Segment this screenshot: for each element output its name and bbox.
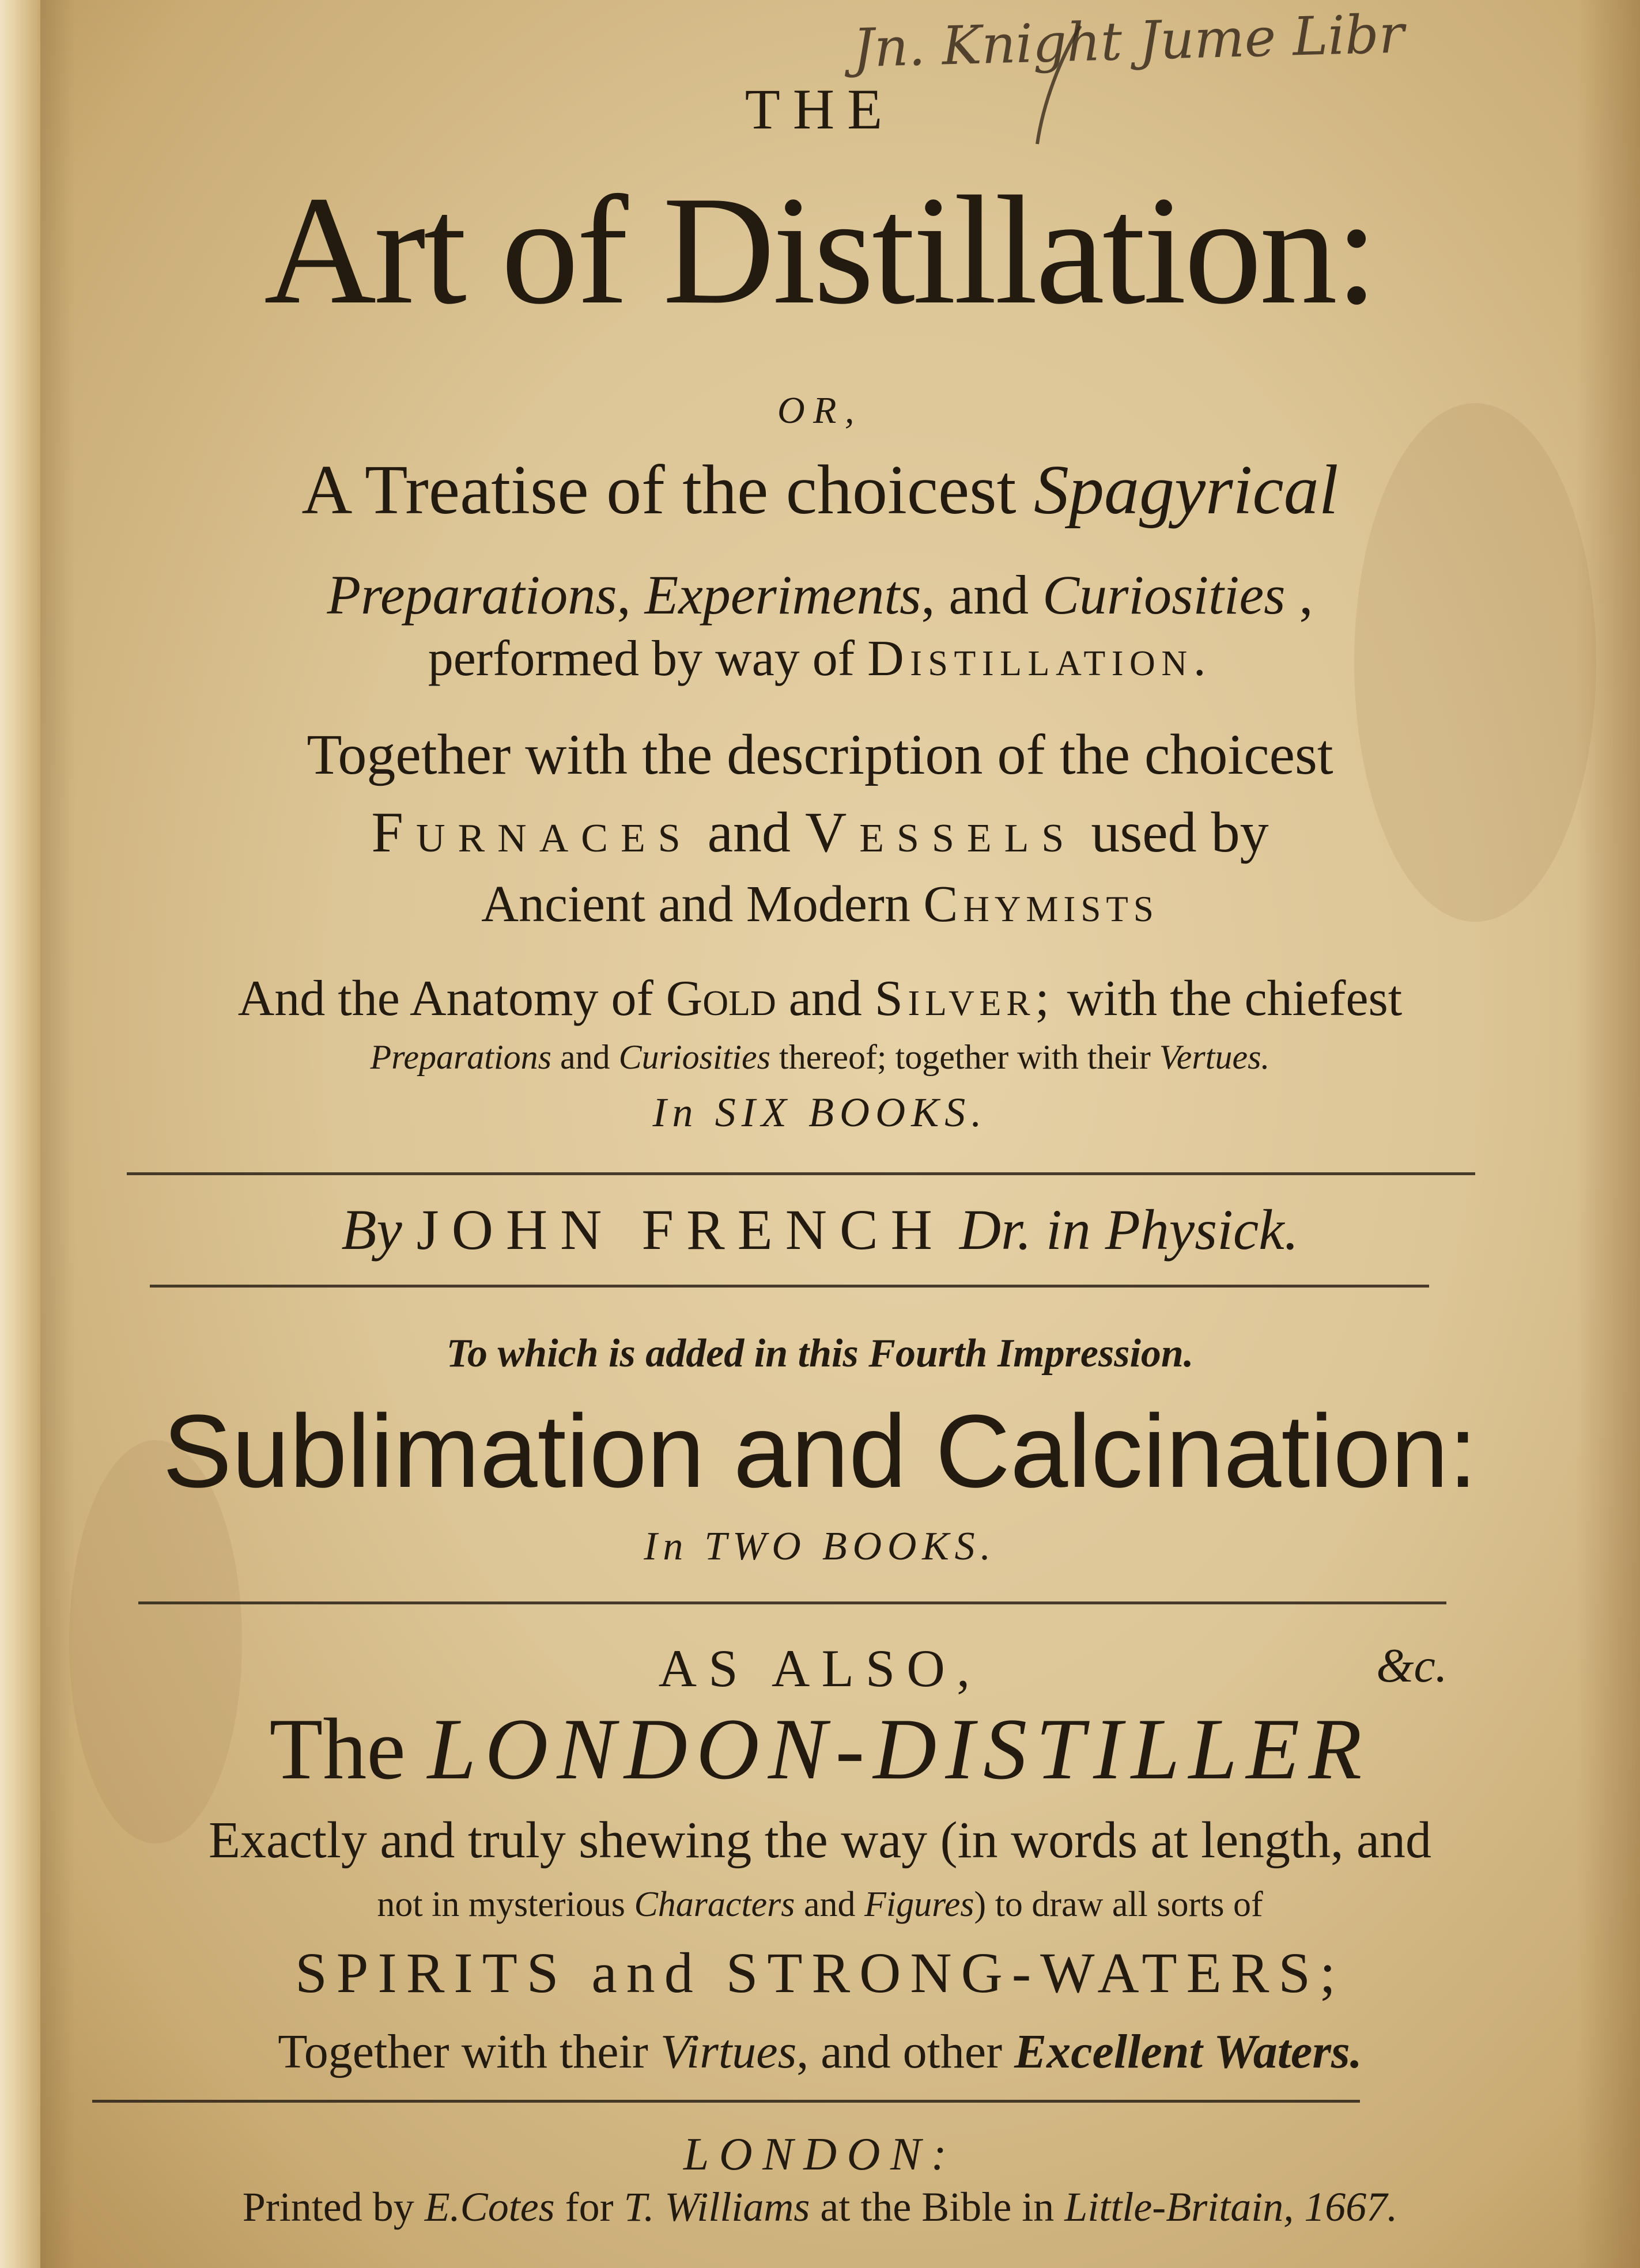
handwritten-inscription: Jn. Knight Jume Libr [852, 3, 1405, 79]
distiller-line-2: not in mysterious Characters and Figures) to draw all sorts of [377, 1885, 1263, 1924]
imprint-place: LONDON: [683, 2129, 957, 2180]
added-title: Sublimation and Calcination: [163, 1394, 1477, 1509]
distiller-line-4: Together with their Virtues, and other Excellent Waters. [278, 2025, 1362, 2078]
imprint-line: Printed by E.Cotes for T. Williams at the Bible in Little-Britain, 1667. [242, 2184, 1398, 2230]
page-title: Art of Distillation: [264, 164, 1376, 336]
rule-divider [150, 1285, 1429, 1288]
anatomy-line-2: Preparations and Curiosities thereof; together with their Vertues. [370, 1038, 1270, 1076]
subtitle-line-3: performed by way of Distillation. [428, 631, 1212, 687]
rule-divider [92, 2100, 1360, 2103]
title-or: OR, [777, 389, 863, 431]
furnaces-line-1: Together with the description of the choicest [307, 722, 1333, 786]
added-books: In TWO BOOKS. [644, 1524, 996, 1569]
title-the: THE [745, 77, 895, 141]
also-label: AS ALSO, [658, 1639, 982, 1698]
london-distiller-line: The LONDON-DISTILLER [269, 1701, 1371, 1797]
anatomy-books: In SIX BOOKS. [652, 1089, 988, 1135]
rule-divider [138, 1601, 1446, 1604]
furnaces-line-2: Furnaces and Vessels used by [371, 800, 1269, 864]
gutter-shadow [40, 0, 75, 2268]
author-line: By JOHN FRENCH Dr. in Physick. [341, 1198, 1299, 1262]
anatomy-line-1: And the Anatomy of Gold and Silver; with the chiefest [237, 971, 1403, 1027]
furnaces-line-3: Ancient and Modern Chymists [481, 876, 1159, 933]
also-mark: &c. [1376, 1639, 1448, 1693]
subtitle-line-2: Preparations, Experiments, and Curiosities , [327, 564, 1313, 626]
distiller-line-1: Exactly and truly shewing the way (in words at length, and [209, 1812, 1431, 1869]
added-intro: To which is added in this Fourth Impression. [446, 1331, 1194, 1376]
page-gutter [0, 0, 40, 2268]
rule-divider [127, 1172, 1475, 1175]
distiller-line-3: SPIRITS and STRONG-WATERS; [295, 1941, 1345, 2005]
page-edge-shading [1577, 0, 1640, 2268]
subtitle-line-1: A Treatise of the choicest Spagyrical [301, 451, 1339, 529]
